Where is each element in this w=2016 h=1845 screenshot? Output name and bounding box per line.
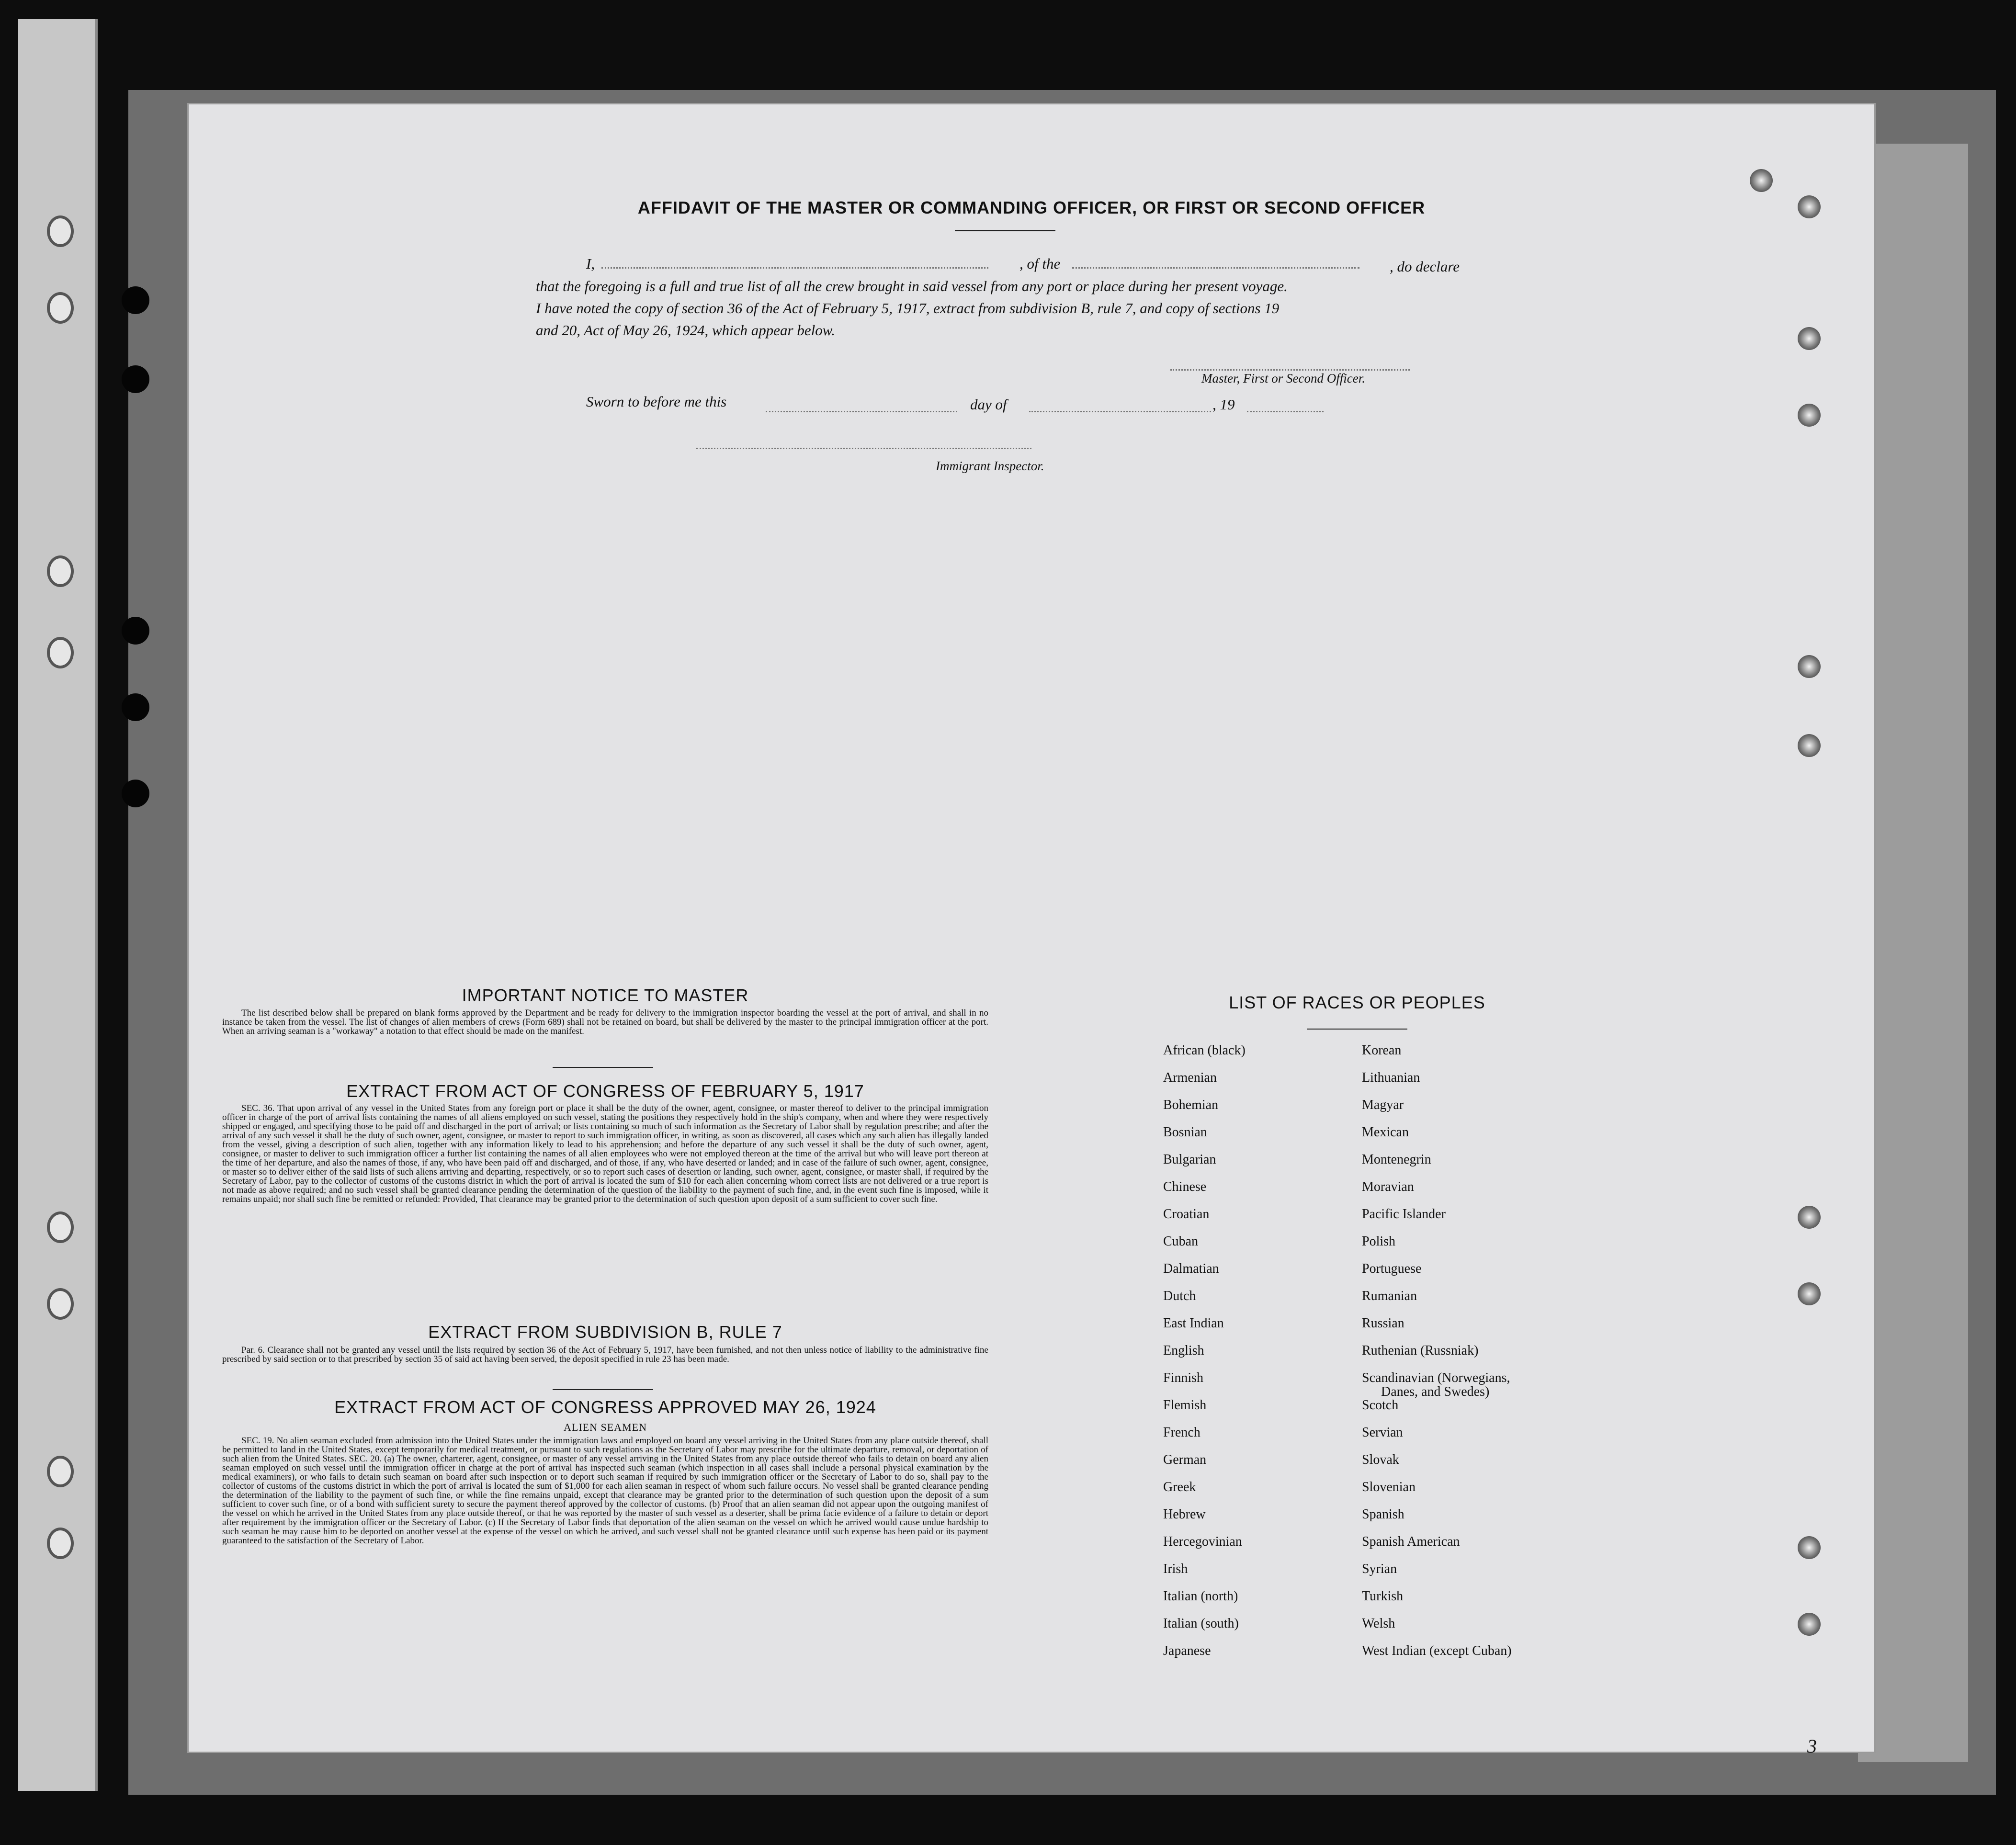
race-item: Dutch [1163,1289,1196,1303]
race-item: German [1163,1452,1207,1467]
signature-blank [1170,369,1410,371]
binder-strip [18,19,98,1791]
extract-1924-text: SEC. 19. No alien seaman excluded from admission into the United States under the immigration laws and employed on board any vessel arriving in the United States from any place outside thereof, shall be permitted to land in the United States, except temporarily for medical treatment, or pursuant to such regulations as the Secretary of Labor may prescribe for the ultimate departure, removal, or deportation of such alien from the United States. SEC. 20. (a) The owner, charterer, agent, consignee, or master of any vessel arriving in the United States from any place outside thereof who fails to detain on board any alien seaman employed on such vessel until the immigration officer in charge at the port of arrival has inspected such seaman (which inspection in all cases shall include a personal physical examination by the medical examiners), or who fails to detain such seaman on board after such inspection or to deport such seaman if required by such immigration officer or the Secretary of Labor to do so, shall pay to the collector of customs of the customs district in which the port of arrival is located the sum of $1,000 for each alien seaman in respect of whom such failure occurs. No vessel shall be granted clearance pending the determination of the liability to the payment of such fine, or while the fine remains unpaid, except that clearance may be granted prior to the determination of such question upon the deposit of a sum sufficient to cover such fine, or of a bond with sufficient surety to secure the payment thereof approved by the collector of customs. (b) Proof that an alien seaman did not appear upon the outgoing manifest of the vessel on which he arrived in the United States from any place outside thereof, or that he was reported by the master of such vessel as a deserter, shall be prima facie evidence of a failure to detain or deport after requirement by the immigration officer or the Secretary of Labor. (c) If the Secretary of Labor finds that deportation of the alien seaman on the vessel on which he arrived would cause undue hardship to such seaman he may cause him to be deported on another vessel at the expense of the vessel on which he arrived, and such vessel shall not be granted clearance until such expense has been paid or its payment guaranteed to the satisfaction of the Secretary of Labor. [222,1436,988,1546]
race-item: Italian (north) [1163,1589,1238,1604]
race-item: Rumanian [1362,1289,1417,1303]
inspector-blank [696,448,1031,449]
race-item: Slovenian [1362,1480,1416,1494]
race-item: English [1163,1343,1204,1358]
affidavit-body-1: that the foregoing is a full and true list of all the crew brought in said vessel from any port or place during her present voyage. [536,278,1288,294]
punch-hole [1798,655,1821,678]
race-item: African (black) [1163,1043,1246,1058]
notice-text: The list described below shall be prepared on blank forms approved by the Department and be ready for delivery to the immigration inspector boarding the vessel at the port of arrival, and shall in no instance be taken from the vessel. The list of changes of alien members of crews (Form 689) shall not be retained on board, but shall be delivered by the master to the principal immigration officer at the port. When an arriving seaman is a "workaway" a notation to that effect should be made on the manifest. [222,1008,988,1036]
extract-rule7-text: Par. 6. Clearance shall not be granted any vessel until the lists required by section 36 of the Act of February 5, 1917, have been furnished, and not then unless notice of liability to the administrative fine prescribed by said section or to that prescribed by section 35 of said act having been served, the deposit specified in rule 23 has been made. [222,1345,988,1364]
sworn-day-blank [766,411,957,412]
backing-page-edge [1858,144,1968,1762]
sworn-month-blank [1029,411,1211,412]
race-item: Turkish [1362,1589,1404,1604]
punch-hole [122,286,149,314]
race-item: Russian [1362,1316,1404,1331]
affidavit-i-label: I, [586,255,595,272]
race-item: Polish [1362,1234,1396,1249]
extract-1924-title: EXTRACT FROM ACT OF CONGRESS APPROVED MAY 26, 1924 [334,1397,876,1417]
punch-hole [1798,1613,1821,1636]
sworn-label: Sworn to before me this [586,393,727,410]
race-item: Scotch [1362,1398,1399,1413]
extract-rule7-title: EXTRACT FROM SUBDIVISION B, RULE 7 [428,1322,782,1342]
punch-hole [1798,1536,1821,1559]
punch-hole [1750,169,1773,192]
race-item: Servian [1362,1425,1403,1440]
year-blank [1247,411,1324,412]
race-item: Japanese [1163,1643,1211,1658]
race-item: Syrian [1362,1562,1397,1576]
race-item: Slovak [1362,1452,1399,1467]
race-item: Bosnian [1163,1125,1207,1140]
race-item: Ruthenian (Russniak) [1362,1343,1479,1358]
race-item: Greek [1163,1480,1196,1494]
year-label: , 19 [1212,396,1235,413]
punch-hole [122,365,149,393]
punch-hole [1798,1282,1821,1305]
day-of-label: day of [970,396,1007,413]
race-item: Armenian [1163,1070,1217,1085]
signature-label: Master, First or Second Officer. [1201,371,1365,385]
binder-ring [47,1456,74,1487]
affidavit-body-2: I have noted the copy of section 36 of the Act of February 5, 1917, extract from subdivision B, rule 7, and copy of sections 19 [536,300,1280,317]
binder-ring [47,1211,74,1243]
punch-hole [122,617,149,645]
race-item: Italian (south) [1163,1616,1239,1631]
race-item: Bulgarian [1163,1152,1216,1167]
race-item: Hercegovinian [1163,1534,1242,1549]
punch-hole [1798,1206,1821,1229]
binder-ring [47,292,74,324]
race-item: Bohemian [1163,1098,1219,1112]
races-divider [1307,1029,1407,1030]
race-item: Portuguese [1362,1261,1422,1276]
document-sheet [189,104,1874,1757]
race-item: Cuban [1163,1234,1199,1249]
race-item: Spanish American [1362,1534,1460,1549]
race-item: Flemish [1163,1398,1207,1413]
race-item: Mexican [1362,1125,1409,1140]
extract-1917-text: SEC. 36. That upon arrival of any vessel in the United States from any foreign port or place it shall be the duty of the owner, agent, consignee, or master thereof to deliver to the principal immigration officer in charge of the port of arrival lists containing the names of all aliens employed on such vessel, stating the positions they respectively hold in the ship's company, when and where they were respectively shipped or engaged, and specifying those to be paid off and discharged in the port of arrival; or lists containing so much of such information as the Secretary of Labor shall by regulation prescribe; and after the arrival of any such vessel it shall be the duty of such owner, agent, consignee, or master to report to such immigration officer, in writing, as soon as discovered, all cases which any such alien has illegally landed from the vessel, giving a description of such alien, together with any information likely to lead to his apprehension; and before the departure of any such vessel it shall be the duty of such owner, agent, consignee, or master to deliver to such immigration officer a further list containing the names of all alien employees who were not employed thereon at the time of the arrival but who will leave port thereon at the time of her departure, and also the names of those, if any, who have been paid off and discharged, and of those, if any, who have deserted or landed; and in case of the failure of such owner, agent, consignee, or master so to deliver either of the said lists of such aliens arriving and departing, respectively, or so to report such cases of desertion or landing, such owner, agent, consignee, or master shall, if required by the Secretary of Labor, pay to the collector of customs of the customs district in which the port of arrival is located the sum of $10 for each alien concerning whom correct lists are not delivered or a true report is not made as above required; and no such vessel shall be granted clearance pending the determination of the question of the liability to the payment of such fine, and, in the event such fine is imposed, while it remains unpaid; nor shall such fine be remitted or refunded: Provided, That clearance may be granted prior to the determination of such question upon deposit of a sum sufficient to cover such fine. [222,1103,988,1204]
races-title: LIST OF RACES OR PEOPLES [1229,993,1485,1012]
punch-hole [122,780,149,807]
punch-hole [1798,327,1821,350]
binder-ring [47,1528,74,1559]
punch-hole [122,693,149,721]
affidavit-body-3: and 20, Act of May 26, 1924, which appear below. [536,322,835,339]
race-item: Dalmatian [1163,1261,1219,1276]
race-item: French [1163,1425,1201,1440]
race-item: Croatian [1163,1207,1210,1222]
page-number: 3 [1807,1735,1817,1757]
extract-1917-title: EXTRACT FROM ACT OF CONGRESS OF FEBRUARY 5, 1917 [346,1081,864,1101]
binder-ring [47,215,74,247]
race-item: Magyar [1362,1098,1404,1112]
vessel-blank [1072,267,1359,269]
punch-hole [1798,734,1821,757]
rule7-divider [553,1389,653,1390]
race-item: West Indian (except Cuban) [1362,1643,1512,1658]
race-item: Lithuanian [1362,1070,1420,1085]
race-item: Welsh [1362,1616,1395,1631]
binder-ring [47,555,74,587]
notice-title: IMPORTANT NOTICE TO MASTER [462,985,749,1005]
race-item: Spanish [1362,1507,1404,1522]
race-item: Hebrew [1163,1507,1206,1522]
notice-divider [553,1067,653,1068]
affidavit-of-the-label: , of the [1019,255,1061,272]
race-item: Korean [1362,1043,1402,1058]
name-blank [601,267,988,269]
race-item: Finnish [1163,1370,1204,1385]
race-item: East Indian [1163,1316,1224,1331]
race-item: Pacific Islander [1362,1207,1446,1222]
race-item: Chinese [1163,1179,1207,1194]
extract-1924-subtitle: ALIEN SEAMEN [564,1421,647,1433]
race-item: Irish [1163,1562,1188,1576]
punch-hole [1798,404,1821,427]
binder-ring [47,637,74,668]
title-divider [955,230,1055,231]
race-item: Scandinavian (Norwegians, [1362,1370,1510,1385]
binder-ring [47,1288,74,1320]
race-item: Moravian [1362,1179,1414,1194]
race-item: Danes, and Swedes) [1381,1384,1490,1399]
affidavit-title: AFFIDAVIT OF THE MASTER OR COMMANDING OFFICER, OR FIRST OR SECOND OFFICER [637,198,1426,217]
affidavit-do-declare: , do declare [1390,258,1460,275]
race-item: Montenegrin [1362,1152,1431,1167]
inspector-label: Immigrant Inspector. [936,459,1044,473]
